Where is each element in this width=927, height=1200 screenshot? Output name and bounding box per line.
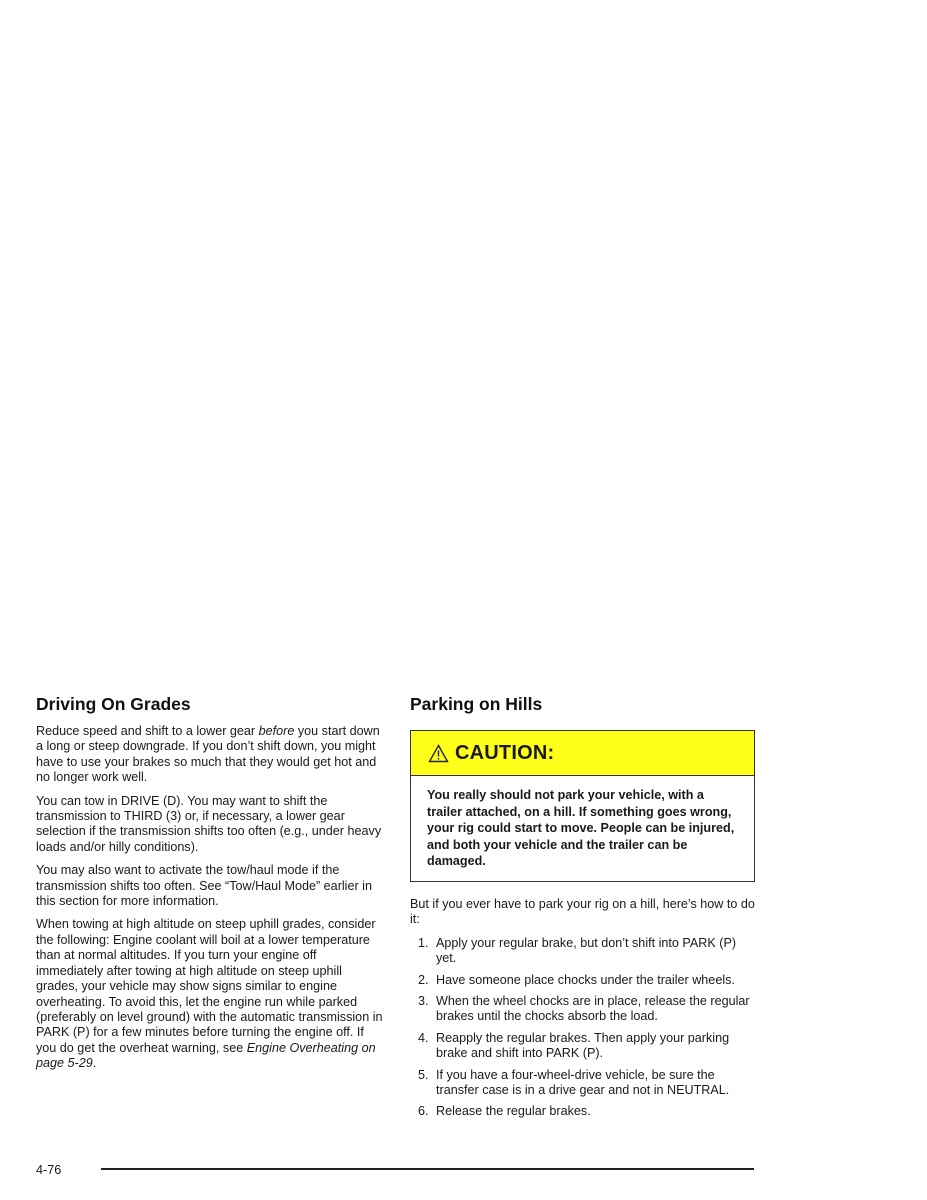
step-text: Reapply the regular brakes. Then apply your parking brake and shift into PARK (P).: [436, 1030, 730, 1061]
steps-list: [410, 936, 755, 1120]
left-column: [36, 693, 386, 1080]
step-text: When the wheel chocks are in place, release the regular brakes until the chocks absorb the load.: [436, 994, 750, 1024]
paragraph-text: Reduce speed and shift to a lower gear: [36, 724, 259, 738]
caution-body: You really should not park your vehicle, with a trailer attached, on a hill. If something goes wrong, your rig could start to move. People can be injured, and both your vehicle and the trailer can be damaged.: [427, 788, 735, 869]
list-item: [410, 1031, 755, 1062]
paragraph-intro: But if you ever have to park your rig on a hill, here’s how to do it:: [410, 896, 755, 927]
step-number: 2.: [418, 972, 429, 987]
step-number: 4.: [418, 1030, 429, 1045]
step-number: 6.: [418, 1104, 429, 1119]
emphasis-before: before: [258, 724, 295, 738]
paragraph-text: you start down a long or steep downgrade. If you don’t shift down, you might have to use your brakes so much that they would get hot and no longer work well.: [36, 724, 380, 785]
step-number: 5.: [418, 1067, 429, 1082]
footer-divider: [101, 1168, 754, 1170]
list-item: [410, 1104, 755, 1119]
list-item: [410, 936, 755, 967]
page-number: 4-76: [36, 1163, 62, 1177]
paragraph-tow-haul-mode: You may also want to activate the tow/haul mode if the transmission shifts too often. See “Tow/Haul Mode” earlier in this section for more information.: [36, 863, 372, 909]
section-heading-driving-on-grades: Driving On Grades: [36, 694, 191, 714]
step-text: Release the regular brakes.: [436, 1104, 591, 1119]
section-heading-parking-on-hills: Parking on Hills: [410, 694, 543, 714]
step-text: If you have a four-wheel-drive vehicle, be sure the transfer case is in a drive gear and not in NEUTRAL.: [436, 1067, 730, 1098]
cross-reference-link[interactable]: Engine Overheating on page 5-29: [36, 1040, 376, 1071]
paragraph-high-altitude: [36, 917, 386, 1071]
paragraph-text: .: [92, 1056, 97, 1071]
caution-box: [410, 730, 755, 882]
paragraph-tow-in-drive: You can tow in DRIVE (D). You may want to shift the transmission to THIRD (3) or, if necessary, a lower gear selection if the transmission shifts too often (e.g., under heavy loads and/or hilly conditions).: [36, 793, 382, 854]
list-item: [410, 1068, 755, 1099]
list-item: [410, 994, 755, 1025]
step-text: Have someone place chocks under the trailer wheels.: [436, 972, 735, 987]
right-column: [410, 693, 755, 1126]
paragraph-reduce-speed: [36, 724, 386, 786]
paragraph-text: When towing at high altitude on steep uphill grades, consider the following: Engine coolant will boil at a lower temperature than at normal altitudes. If you turn your engine off immediately after towing at high altitude on steep uphill grades, your vehicle may show signs similar to engine overheating. To avoid this, let the engine run while parked (preferably on level ground) with the automatic transmission in PARK (P) for a few minutes before turning the engine off. If you do get the overheat warning, see: [36, 917, 383, 1055]
caution-title: CAUTION:: [455, 741, 555, 764]
list-item: [410, 973, 755, 988]
warning-triangle-icon: [428, 744, 449, 763]
step-text: Apply your regular brake, but don’t shift into PARK (P) yet.: [436, 935, 737, 966]
step-number: 3.: [418, 994, 429, 1008]
caution-header: [411, 731, 754, 776]
step-number: 1.: [418, 935, 429, 950]
